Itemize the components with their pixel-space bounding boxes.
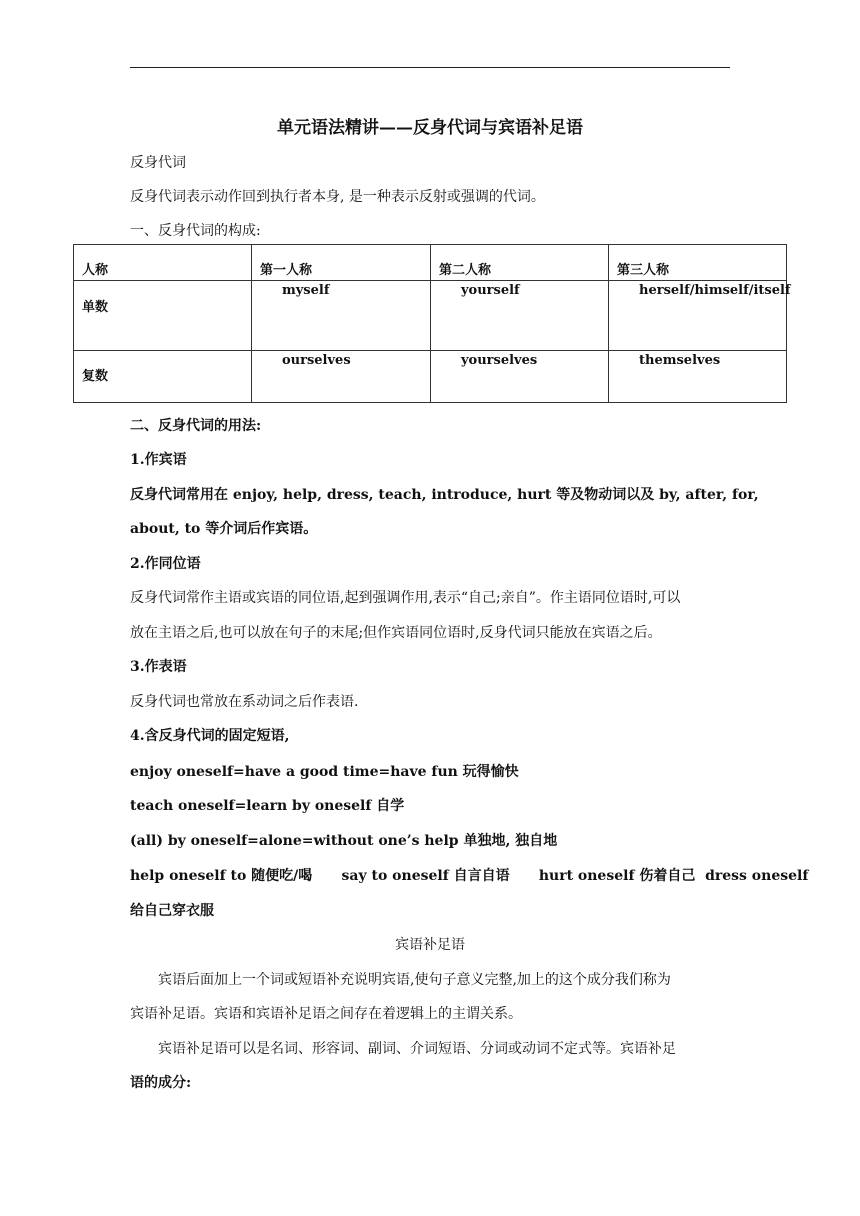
composition-heading: 一、反身代词的构成: xyxy=(130,223,261,239)
table-cell: yourselves xyxy=(461,353,538,368)
table-row xyxy=(74,351,787,403)
complement-paragraph-1: 宾语后面加上一个词或短语补充说明宾语,使句子意义完整,加上的这个成分我们称为 xyxy=(158,972,671,988)
usage-1-text: 反身代词常用在 enjoy, help, dress, teach, introduce, hurt 等及物动词以及 by, after, for, xyxy=(130,487,759,503)
usage-3-title: 3.作表语 xyxy=(130,659,187,675)
page-title: 单元语法精讲——反身代词与宾语补足语 xyxy=(277,118,583,138)
row-label: 单数 xyxy=(82,300,109,315)
table-header-cell: 第二人称 xyxy=(439,263,492,278)
table-header-cell: 人称 xyxy=(82,263,109,278)
complement-paragraph-1: 宾语补足语。宾语和宾语补足语之间存在着逻辑上的主谓关系。 xyxy=(130,1006,522,1022)
table-cell: myself xyxy=(282,283,330,298)
usage-2-title: 2.作同位语 xyxy=(130,556,201,572)
complement-paragraph-2: 宾语补足语可以是名词、形容词、副词、介词短语、分词或动词不定式等。宾语补足 xyxy=(158,1041,676,1057)
fixed-phrase: help oneself to 随便吃/喝 say to oneself 自言自语 hurt oneself 伤着自己 dress oneself xyxy=(130,868,809,884)
table-header-row xyxy=(74,245,787,281)
table-cell: ourselves xyxy=(282,353,351,368)
table-cell: themselves xyxy=(639,353,721,368)
fixed-phrase: (all) by oneself=alone=without one’s help 单独地, 独自地 xyxy=(130,833,558,849)
reflexive-intro: 反身代词表示动作回到执行者本身, 是一种表示反射或强调的代词。 xyxy=(130,189,545,205)
reflexive-pronoun-table xyxy=(73,244,791,403)
fixed-phrase: teach oneself=learn by oneself 自学 xyxy=(130,798,405,814)
header-rule xyxy=(130,67,730,68)
table-cell: herself/himself/itself xyxy=(639,283,791,298)
row-label: 复数 xyxy=(82,369,109,384)
usage-1-text: about, to 等介词后作宾语。 xyxy=(130,521,318,537)
fixed-phrase: 给自己穿衣服 xyxy=(130,903,214,919)
table-row xyxy=(74,281,787,351)
usage-heading: 二、反身代词的用法: xyxy=(130,418,262,434)
table-header-cell: 第一人称 xyxy=(260,263,313,278)
fixed-phrase: enjoy oneself=have a good time=have fun 玩得愉快 xyxy=(130,764,519,780)
usage-3-text: 反身代词也常放在系动词之后作表语. xyxy=(130,694,359,710)
table-cell: yourself xyxy=(461,283,520,298)
usage-1-title: 1.作宾语 xyxy=(130,452,187,468)
usage-4-title: 4.含反身代词的固定短语, xyxy=(130,728,290,744)
usage-2-text: 反身代词常作主语或宾语的同位语,起到强调作用,表示“自己;亲自”。作主语同位语时,可以 xyxy=(130,590,681,606)
usage-2-text: 放在主语之后,也可以放在句子的末尾;但作宾语同位语时,反身代词只能放在宾语之后。 xyxy=(130,625,662,641)
section-heading-object-complement: 宾语补足语 xyxy=(395,937,465,953)
table-header-cell: 第三人称 xyxy=(617,263,670,278)
section-heading-reflexive: 反身代词 xyxy=(130,155,186,171)
complement-paragraph-2: 语的成分: xyxy=(130,1075,192,1091)
